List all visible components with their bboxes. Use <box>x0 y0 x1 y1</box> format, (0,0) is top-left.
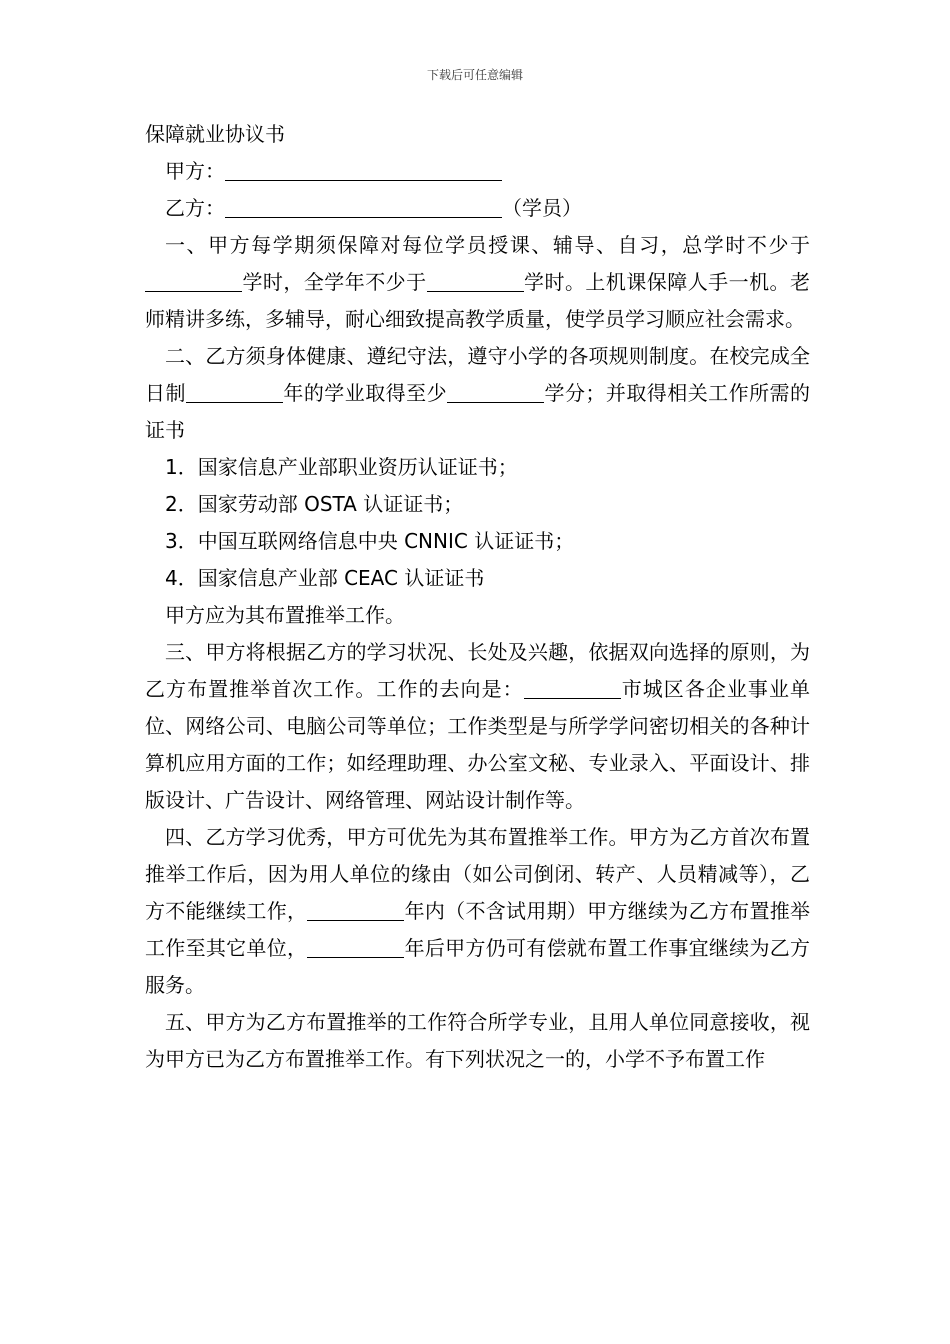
clause-5: 五、甲方为乙方布置推举的工作符合所学专业，且用人单位同意接收，视为甲方已为乙方布置推举工作。有下列状况之一的，小学不予布置工作 <box>145 1010 810 1071</box>
clause-1 <box>145 227 810 338</box>
blank-years-after <box>307 937 404 958</box>
clause-3 <box>145 634 810 819</box>
list-item: 2．国家劳动部 OSTA 认证证书； <box>165 492 464 516</box>
list-item: 3．中国互联网络信息中央 CNNIC 认证证书； <box>165 529 575 553</box>
list-item: 4．国家信息产业部 CEAC 认证证书 <box>165 566 485 590</box>
clause-2-text-b: 年的学业取得至少 <box>282 381 448 405</box>
header-note: 下载后可任意编辑 <box>426 68 523 82</box>
party-b-line <box>145 190 810 227</box>
clause-3-text-b: 市城区各企业事业单位、网络公司、电脑公司等单位；工作类型是与所学学问密切相关的各种计算机应用方面的工作；如经理助理、办公室文秘、专业录入、平面设计、排版设计、广告设计、网络管理、网站设计制作等。 <box>145 677 811 812</box>
clause-2 <box>145 338 810 449</box>
clause-4-text-b: 年内（不含试用期）甲方继续为乙方布置推举工作至其它单位， <box>145 899 811 960</box>
party-a-label: 甲方： <box>165 159 225 183</box>
clause-4 <box>145 819 810 1004</box>
document-title: 保障就业协议书 <box>145 122 285 146</box>
party-b-suffix: （学员） <box>502 196 582 220</box>
blank-years <box>186 382 283 403</box>
clause-3-text-a: 三、甲方将根据乙方的学习状况、长处及兴趣，依据双向选择的原则，为乙方布置推举首次工作。工作的去向是： <box>145 640 810 701</box>
party-b-label: 乙方： <box>165 196 225 220</box>
party-a-blank <box>225 160 502 181</box>
document-body <box>145 116 810 1078</box>
clause-1-text-c: 学时。上机课保障人手一机。老师精讲多练，多辅导，耐心细致提高教学质量，使学员学习顺应社会需求。 <box>145 270 811 331</box>
clause-4-text-c: 年后甲方仍可有偿就布置工作事宜继续为乙方服务。 <box>145 936 811 997</box>
list-item: 1．国家信息产业部职业资历认证证书； <box>165 455 518 479</box>
party-a-line <box>145 153 810 190</box>
clause-2-text-a: 二、乙方须身体健康、遵纪守法，遵守小学的各项规则制度。在校完成全日制 <box>145 344 810 405</box>
blank-year-hours <box>427 271 524 292</box>
blank-city <box>524 678 621 699</box>
clause-4-text-a: 四、乙方学习优秀，甲方可优先为其布置推举工作。甲方为乙方首次布置推举工作后，因为用人单位的缘由（如公司倒闭、转产、人员精减等），乙方不能继续工作， <box>145 825 810 923</box>
party-b-blank <box>225 197 502 218</box>
clause-1-text-a: 一、甲方每学期须保障对每位学员授课、辅导、自习，总学时不少于 <box>165 233 810 257</box>
list-followup: 甲方应为其布置推举工作。 <box>165 603 405 627</box>
blank-years-within <box>307 900 404 921</box>
blank-term-hours <box>145 271 242 292</box>
clause-1-text-b: 学时，全学年不少于 <box>242 270 427 294</box>
blank-credits <box>447 382 544 403</box>
clause-2-text-c: 学分；并取得相关工作所需的证书 <box>145 381 811 442</box>
